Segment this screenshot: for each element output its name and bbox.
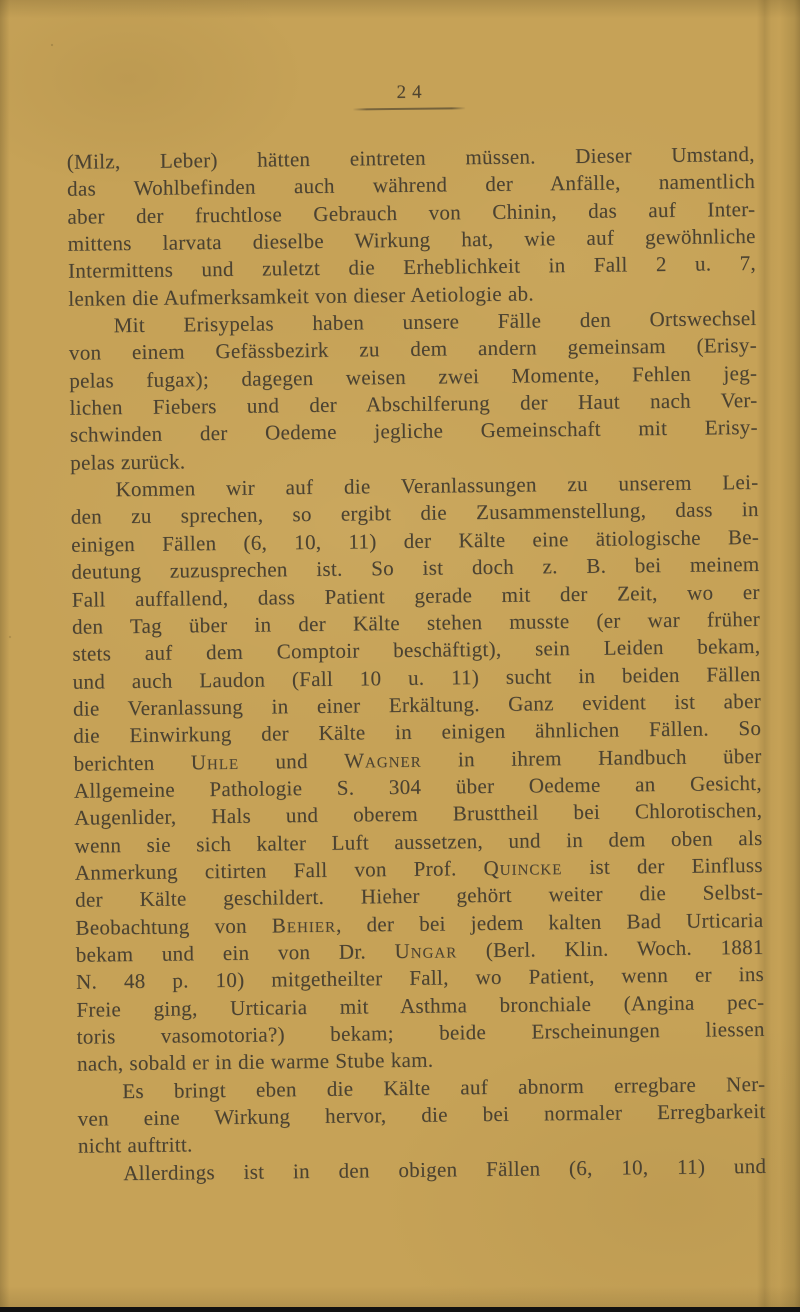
text-line: Augenlider, Hals und oberem Brusttheil bei Chlorotischen, xyxy=(74,797,762,832)
text-line: N. 48 p. 10) mitgetheilter Fall, wo Patient, wenn er ins xyxy=(76,961,764,996)
text-line: Fall auffallend, dass Patient gerade mit der Zeit, wo er xyxy=(72,578,760,613)
text-line: nicht auftritt. xyxy=(78,1125,766,1160)
text-line: Kommen wir auf die Veranlassungen zu unserem Lei- xyxy=(70,469,758,504)
text-line: Es bringt eben die Kälte auf abnorm erregbare Ner- xyxy=(77,1071,765,1106)
text-line: Mit Erisypelas haben unsere Fälle den Ortswechsel xyxy=(68,305,756,340)
text-line: mittens larvata dieselbe Wirkung hat, wie auf gewöhnliche xyxy=(68,223,756,258)
text-line: Beobachtung von Behier, der bei jedem kalten Bad Urticaria xyxy=(75,907,763,942)
page-header xyxy=(9,77,800,114)
paragraph xyxy=(70,469,765,1078)
text-line: und auch Laudon (Fall 10 u. 11) sucht in beiden Fällen xyxy=(73,660,761,695)
text-line: (Milz, Leber) hätten eintreten müssen. Dieser Umstand, xyxy=(67,141,755,176)
text-block xyxy=(67,141,767,1188)
smallcaps-name: Ungar xyxy=(394,938,457,963)
paragraph xyxy=(68,305,758,477)
smallcaps-name: Behier xyxy=(272,912,336,937)
text-line: den zu sprechen, so ergibt die Zusammenstellung, dass in xyxy=(71,496,759,531)
text-line: Intermittens und zuletzt die Erheblichkeit in Fall 2 u. 7, xyxy=(68,250,756,285)
text-line: pelas fugax); dagegen weisen zwei Momente, Fehlen jeg- xyxy=(69,360,757,395)
smallcaps-name: Quincke xyxy=(483,855,562,880)
smallcaps-name: Uhle xyxy=(191,749,240,774)
text-line: Allgemeine Pathologie S. 304 über Oedeme an Gesicht, xyxy=(74,770,762,805)
text-line: einigen Fällen (6, 10, 11) der Kälte eine ätiologische Be- xyxy=(71,524,759,559)
text-line: toris vasomotoria?) bekam; beide Erscheinungen liessen xyxy=(77,1016,765,1051)
text-line: stets auf dem Comptoir beschäftigt), sein Leiden bekam, xyxy=(72,633,760,668)
text-line: das Wohlbefinden auch während der Anfälle, namentlich xyxy=(67,168,755,203)
text-line: lichen Fiebers und der Abschilferung der Haut nach Ver- xyxy=(69,387,757,422)
paragraph xyxy=(67,141,757,313)
text-line: ven eine Wirkung hervor, die bei normaler Erregbarkeit xyxy=(77,1098,765,1133)
text-line: schwinden der Oedeme jegliche Gemeinschaft mit Erisy- xyxy=(70,414,758,449)
page-number-rule xyxy=(353,107,465,110)
paragraph xyxy=(77,1071,766,1161)
smallcaps-name: Wagner xyxy=(344,747,422,772)
text-line: bekam und ein von Dr. Ungar (Berl. Klin. Woch. 1881 xyxy=(76,934,764,969)
text-line: lenken die Aufmerksamkeit von dieser Aetiologie ab. xyxy=(68,278,756,313)
text-line: der Kälte geschildert. Hieher gehört weiter die Selbst- xyxy=(75,879,763,914)
text-line: von einem Gefässbezirk zu dem andern gemeinsam (Erisy- xyxy=(69,332,757,367)
text-line: wenn sie sich kalter Luft aussetzen, und in dem oben als xyxy=(74,824,762,859)
page-number: 24 xyxy=(390,82,427,104)
text-line: Freie ging, Urticaria mit Asthma bronchiale (Angina pec- xyxy=(76,989,764,1024)
text-line: Allerdings ist in den obigen Fällen (6, 10, 11) und xyxy=(78,1153,766,1188)
text-line: nach, sobald er in die warme Stube kam. xyxy=(77,1043,765,1078)
text-line: berichten Uhle und Wagner in ihrem Handbuch über xyxy=(73,742,761,777)
text-line: pelas zurück. xyxy=(70,442,758,477)
text-line: deutung zuzusprechen ist. So ist doch z. B. bei meinem xyxy=(71,551,759,586)
text-line: die Einwirkung der Kälte in einigen ähnlichen Fällen. So xyxy=(73,715,761,750)
text-line: Anmerkung citirten Fall von Prof. Quincke ist der Einfluss xyxy=(75,852,763,887)
text-line: die Veranlassung in einer Erkältung. Ganz evident ist aber xyxy=(73,688,761,723)
text-line: den Tag über in der Kälte stehen musste (er war früher xyxy=(72,606,760,641)
text-line: aber der fruchtlose Gebrauch von Chinin, das auf Inter- xyxy=(67,196,755,231)
